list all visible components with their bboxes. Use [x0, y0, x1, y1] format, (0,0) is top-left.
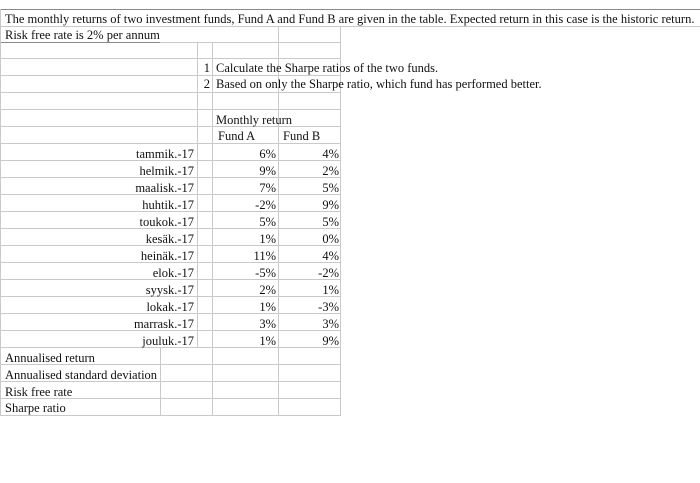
question-1-text: Calculate the Sharpe ratios of the two funds. [216, 61, 439, 75]
fund-a-value: 11% [253, 249, 276, 263]
grid-line [0, 109, 340, 110]
fund-a-value: 2% [259, 283, 276, 297]
fund-a-value: 1% [259, 232, 276, 246]
month-label: syysk.-17 [145, 283, 194, 297]
month-label: marrask.-17 [133, 317, 194, 331]
fund-a-value: 3% [259, 317, 276, 331]
fund-b-value: 4% [322, 249, 339, 263]
month-label: tammik.-17 [136, 147, 194, 161]
fund-b-value: 4% [322, 147, 339, 161]
fund-b-value: 9% [322, 334, 339, 348]
month-label: kesäk.-17 [145, 232, 194, 246]
fund-b-value: 0% [322, 232, 339, 246]
risk-free-rate-label: Risk free rate [5, 385, 73, 399]
annualised-return-label: Annualised return [5, 351, 95, 365]
fund-a-value: 1% [259, 334, 276, 348]
month-label: heinäk.-17 [140, 249, 194, 263]
intro-line-1: The monthly returns of two investment funds, Fund A and Fund B are given in the table. Expected return in this case is the historic return. [5, 12, 695, 26]
month-label: maalisk.-17 [135, 181, 194, 195]
fund-b-value: 5% [322, 181, 339, 195]
fund-a-value: -2% [255, 198, 276, 212]
fund-a-value: 7% [259, 181, 276, 195]
question-2-number: 2 [203, 77, 210, 91]
month-label: elok.-17 [152, 266, 194, 280]
grid-line [0, 9, 700, 10]
question-2-text: Based on only the Sharpe ratio, which fund has performed better. [216, 77, 542, 91]
fund-b-header: Fund B [283, 129, 321, 143]
month-label: helmik.-17 [139, 164, 194, 178]
grid-line [212, 42, 213, 416]
month-label: huhtik.-17 [142, 198, 194, 212]
fund-a-header: Fund A [218, 129, 256, 143]
month-label: lokak.-17 [146, 300, 194, 314]
fund-b-value: 9% [322, 198, 339, 212]
fund-a-value: -5% [255, 266, 276, 280]
fund-a-value: 6% [259, 147, 276, 161]
month-label: jouluk.-17 [142, 334, 194, 348]
fund-b-value: 5% [322, 215, 339, 229]
fund-a-value: 5% [259, 215, 276, 229]
grid-line [160, 347, 161, 416]
grid-line [0, 9, 1, 416]
fund-b-value: -3% [318, 300, 339, 314]
annualised-std-dev-label: Annualised standard deviation [5, 368, 158, 382]
fund-b-value: -2% [318, 266, 339, 280]
fund-b-value: 1% [322, 283, 339, 297]
sharpe-ratio-label: Sharpe ratio [5, 401, 66, 415]
monthly-return-header: Monthly return [216, 113, 293, 127]
grid-line [0, 58, 340, 59]
question-1-number: 1 [203, 61, 210, 75]
intro-line-2: Risk free rate is 2% per annum [5, 28, 160, 42]
month-label: toukok.-17 [139, 215, 194, 229]
fund-b-value: 2% [322, 164, 339, 178]
fund-a-value: 9% [259, 164, 276, 178]
fund-b-value: 3% [322, 317, 339, 331]
grid-line [160, 42, 340, 43]
fund-a-value: 1% [259, 300, 276, 314]
